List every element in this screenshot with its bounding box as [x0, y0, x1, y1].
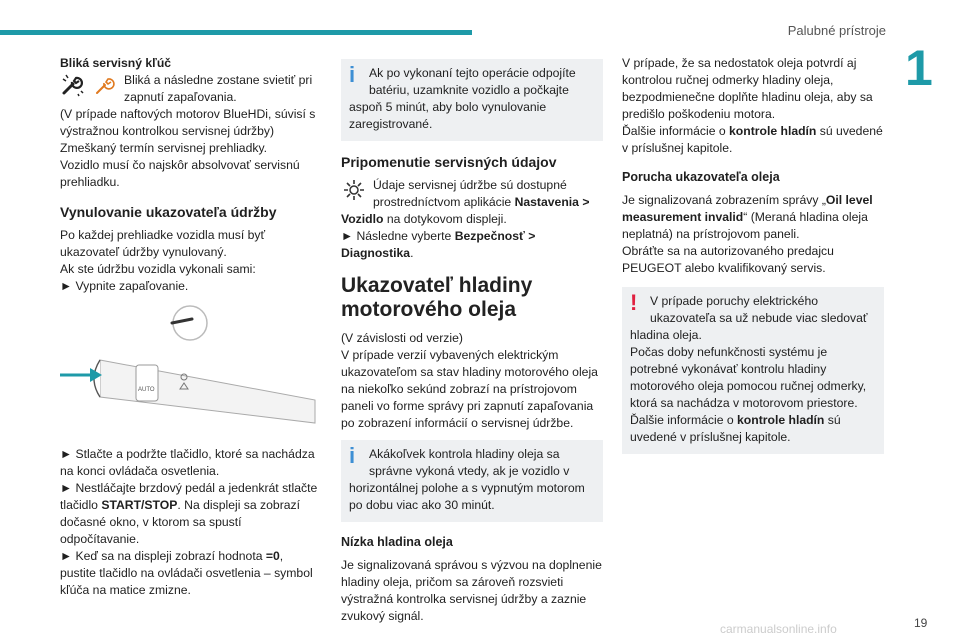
- wrench-outline-icon: [92, 72, 118, 98]
- section-title: Palubné prístroje: [787, 23, 886, 38]
- illustration-auto-label: AUTO: [138, 387, 155, 393]
- light-stalk-illustration: [60, 305, 322, 440]
- warning-note-fault: ! V prípade poruchy elektrického ukazovateľa sa už nebude viac sledovať hladina oleja. Počas doby nefunkčnosti systému je potrebné vykonávať kontrolu hladiny motorového oleja pomocou ručnej odmerky, ktorá sa nachádza v motorovom priestore. Ďalšie informácie o kontrole hladín sú uvedené v príslušnej kapitole.: [622, 287, 884, 454]
- heading-oil-fault: Porucha ukazovateľa oleja: [622, 170, 780, 184]
- column-2: i Ak po vykonaní tejto operácie odpojíte batériu, uzamknite vozidlo a počkajte aspoň 5 minút, aby bolo vynulovanie zaregistrované. Pripomenutie servisných údajov Údaje servisnej údržbe sú dostupné prostredníctvom aplikácie Nastavenia > Vozidlo na dotykovom displeji. ► Následne vyberte Bezpečnosť > Diagnostika. Ukazovateľ hladiny motorového oleja (V závislosti od verzie) V prípade verzií vybavených elektrickým ukazovateľom sa stav hladiny motorového oleja na niekoľko sekúnd zobrazí na prístrojovom paneli vo forme správy pri zapnutí zapaľovania po zobrazení informácií o servisnej údržbe. i Akákoľvek kontrola hladiny oleja sa správne vykoná vtedy, ak je vozidlo v horizontálnej polohe a s vypnutým motorom po dobu viac ako 30 minút. Nízka hladina oleja Je signalizovaná správou s výzvou na doplnenie hladiny oleja, pričom sa zároveň rozsvieti výstražná kontrolka servisnej údržby a zaznie zvukový signál.: [341, 55, 603, 625]
- heading-low-oil: Nízka hladina oleja: [341, 535, 453, 549]
- heading-oil-indicator: Ukazovateľ hladiny motorového oleja: [341, 274, 533, 321]
- page-number: 19: [914, 616, 928, 630]
- missed-line-1: Zmeškaný termín servisnej prehliadky.: [60, 141, 268, 155]
- info-icon: i: [349, 62, 356, 87]
- more-info-levels: Ďalšie informácie o kontrole hladín sú uvedené v príslušnej kapitole.: [622, 124, 883, 155]
- low-oil-paragraph: Je signalizovaná správou s výzvou na doplnenie hladiny oleja, pričom sa zároveň rozsvieti výstražná kontrolka servisnej údržby a zaznie zvukový signál.: [341, 558, 602, 623]
- step-2: ► Stlačte a podržte tlačidlo, ktoré sa nachádza na konci ovládača osvetlenia.: [60, 447, 315, 478]
- oil-version-note: (V závislosti od verzie): [341, 331, 463, 345]
- step-4: ► Keď sa na displeji zobrazí hodnota =0, pustite tlačidlo na ovládači osvetlenia – symbol kľúča na matice zmizne.: [60, 549, 313, 597]
- wrench-icon: [60, 72, 86, 98]
- reminder-icon-row: Údaje servisnej údržbe sú dostupné prostredníctvom aplikácie Nastavenia >: [341, 177, 603, 211]
- fault-contact: Obráťte sa na autorizovaného predajcu PEUGEOT alebo kvalifikovaný servis.: [622, 244, 834, 275]
- blink-body: (V prípade naftových motorov BlueHDi, súvisí s výstražnou kontrolkou servisnej údržby): [60, 107, 316, 138]
- header-accent-bar: [0, 30, 472, 35]
- heading-blinking-wrench: Bliká servisný kľúč: [60, 56, 172, 70]
- fault-paragraph: Je signalizovaná zobrazením správy „Oil level measurement invalid“ (Meraná hladina oleja neplatná) na prístrojovom paneli.: [622, 193, 873, 241]
- step-3: ► Nestláčajte brzdový pedál a jedenkrát stlačte tlačidlo START/STOP. Na displeji sa zobrazí dočasné okno, v ktorom sa spustí odpočítavanie.: [60, 481, 318, 546]
- oil-paragraph: V prípade verzií vybavených elektrickým ukazovateľom sa stav hladiny motorového oleja na niekoľko sekúnd zobrazí na prístrojovom paneli vo forme správy pri zapnutí zapaľovania po zobrazení informácií o servisnej údržbe.: [341, 348, 598, 430]
- oil-confirm-paragraph: V prípade, že sa nedostatok oleja potvrdí aj kontrolou ručnej odmerky hladiny oleja, bezpodmienečne doplňte hladinu oleja, aby sa predišlo poškodeniu motora.: [622, 56, 873, 121]
- warning-icon: !: [630, 290, 638, 315]
- reset-paragraph-2: Ak ste údržbu vozidla vykonali sami:: [60, 262, 256, 276]
- column-1: [60, 55, 322, 599]
- reset-step-1: ► Vypnite zapaľovanie.: [60, 279, 189, 293]
- missed-line-2: Vozidlo musí čo najskôr absolvovať servisnú prehliadku.: [60, 158, 300, 189]
- blink-icon-row: [60, 72, 322, 106]
- watermark: carmanualsonline.info: [720, 622, 837, 636]
- chapter-number: 1: [905, 40, 933, 96]
- reset-paragraph-1: Po každej prehliadke vozidla musí byť ukazovateľ údržby vynulovaný.: [60, 228, 266, 259]
- heading-reset: Vynulovanie ukazovateľa údržby: [60, 204, 277, 220]
- gear-settings-icon: [341, 177, 367, 203]
- heading-reminder: Pripomenutie servisných údajov: [341, 154, 557, 170]
- reminder-step: ► Následne vyberte Bezpečnosť >: [341, 229, 536, 243]
- info-icon: i: [349, 443, 356, 468]
- info-note-battery: i Ak po vykonaní tejto operácie odpojíte batériu, uzamknite vozidlo a počkajte aspoň 5 minút, aby bolo vynulovanie zaregistrované.: [341, 59, 603, 141]
- column-3: [622, 55, 884, 464]
- blink-description: Bliká a následne zostane svietiť pri zapnutí zapaľovania.: [124, 73, 313, 104]
- info-note-oil-check: i Akákoľvek kontrola hladiny oleja sa správne vykoná vtedy, ak je vozidlo v horizontálnej polohe a s vypnutým motorom po dobu viac ako 30 minút.: [341, 440, 603, 522]
